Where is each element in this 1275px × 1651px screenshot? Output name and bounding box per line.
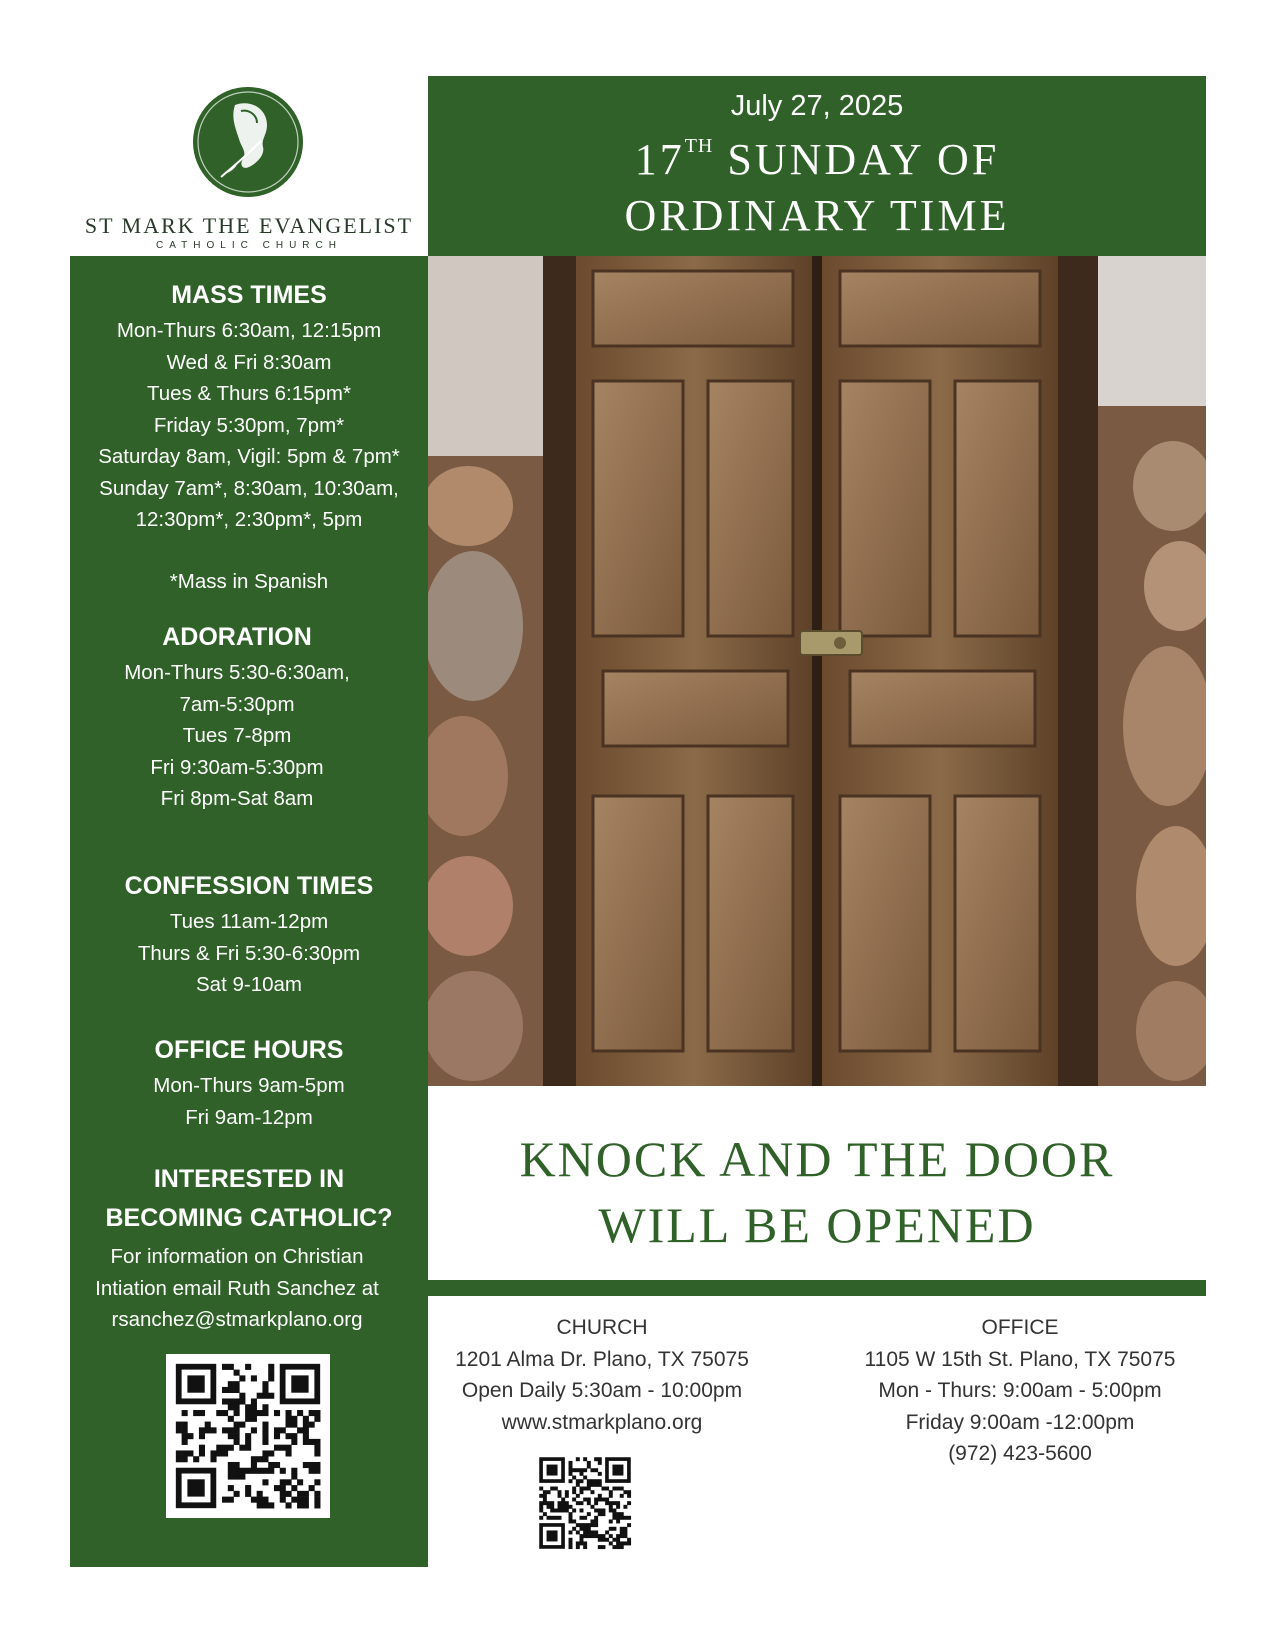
becoming-catholic-info [58,1241,416,1336]
catholic-info-line: For information on Christian [110,1245,364,1268]
adoration-heading: ADORATION [162,623,312,651]
headline-line1: KNOCK AND THE DOOR [519,1131,1115,1187]
ordinal-suffix: TH [684,135,714,157]
becoming-catholic-heading [70,1160,428,1238]
confession-line: Tues 11am-12pm [169,910,329,933]
green-divider [428,1280,1206,1296]
liturgical-title-line1 [428,134,1206,185]
office-info [850,1312,1190,1470]
mass-time-line: Sunday 7am*, 8:30am, 10:30am, [99,476,399,500]
church-address: 1201 Alma Dr. Plano, TX 75075 [455,1347,749,1371]
scripture-headline [428,1126,1206,1258]
title-line1-rest: SUNDAY OF [727,135,1000,184]
church-info [432,1312,772,1555]
office-hours-weekday: Mon - Thurs: 9:00am - 5:00pm [878,1379,1162,1402]
liturgical-title-line2: ORDINARY TIME [624,191,1010,240]
wooden-door-illustration [428,256,1206,1086]
church-hours: Open Daily 5:30am - 10:00pm [461,1379,743,1402]
office-label: OFFICE [981,1316,1059,1339]
adoration-line: Fri 9:30am-5:30pm [150,755,324,779]
catholic-info-line: Intiation email Ruth Sanchez at [95,1276,379,1300]
confession-list [70,906,428,1001]
qr-code-icon[interactable] [166,1354,330,1518]
adoration-line: Tues 7-8pm [182,724,292,747]
adoration-line: 7am-5:30pm [179,692,295,716]
church-name: ST MARK THE EVANGELIST [84,213,414,238]
confession-heading: CONFESSION TIMES [124,872,374,900]
church-logo-block [70,76,428,256]
office-phone[interactable]: (972) 423-5600 [948,1442,1092,1465]
adoration-line: Fri 8pm-Sat 8am [160,787,314,810]
mass-time-line: Tues & Thurs 6:15pm* [147,382,351,405]
church-subtitle: CATHOLIC CHURCH [156,240,342,251]
office-hours-friday: Friday 9:00am -12:00pm [905,1410,1135,1434]
confession-line: Sat 9-10am [196,973,302,996]
schedule-sidebar [70,256,428,1567]
mass-time-line: Friday 5:30pm, 7pm* [153,413,345,437]
becoming-catholic-heading-line1: INTERESTED IN [153,1165,345,1193]
office-hours-line: Fri 9am-12pm [185,1105,313,1129]
mass-time-line: 12:30pm*, 2:30pm*, 5pm [135,508,363,531]
becoming-catholic-heading-line2: BECOMING CATHOLIC? [105,1204,393,1232]
qr-code-icon[interactable] [533,1451,637,1555]
office-hours-heading: OFFICE HOURS [154,1036,344,1064]
header-band [428,76,1206,256]
ordinal-number: 17 [634,135,685,184]
contact-email[interactable]: rsanchez@stmarkplano.org [111,1308,363,1331]
mass-time-line: Wed & Fri 8:30am [166,350,332,374]
spanish-mass-note: *Mass in Spanish [169,570,329,593]
headline-line2: WILL BE OPENED [598,1197,1036,1253]
office-hours-list [70,1070,428,1133]
mass-times-list [70,315,428,536]
office-address: 1105 W 15th St. Plano, TX 75075 [864,1347,1176,1371]
church-label: CHURCH [556,1316,648,1339]
bulletin-date: July 27, 2025 [730,90,904,122]
adoration-list [58,657,416,815]
adoration-line: Mon-Thurs 5:30-6:30am, [124,661,350,684]
mass-time-line: Saturday 8am, Vigil: 5pm & 7pm* [98,445,400,468]
door-photo [428,256,1206,1086]
confession-line: Thurs & Fri 5:30-6:30pm [137,941,361,965]
mass-time-line: Mon-Thurs 6:30am, 12:15pm [116,319,382,342]
mass-times-heading: MASS TIMES [171,281,327,309]
church-website-link[interactable]: www.stmarkplano.org [501,1410,703,1434]
church-emblem-icon [191,85,305,199]
office-hours-line: Mon-Thurs 9am-5pm [153,1074,345,1097]
